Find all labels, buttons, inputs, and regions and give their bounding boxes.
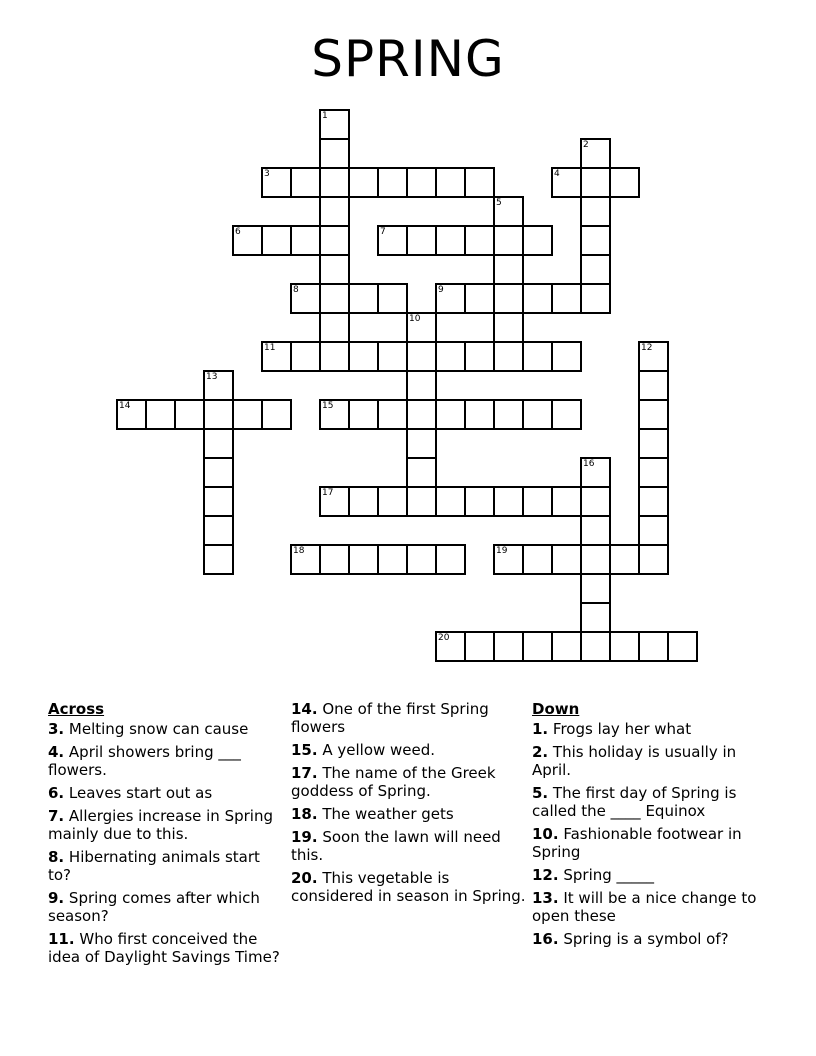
across-clue	[48, 743, 284, 779]
down-clue	[532, 866, 768, 884]
cell-number: 17	[322, 488, 334, 498]
clue-number: 4.	[48, 743, 65, 761]
grid-cell[interactable]	[319, 109, 350, 140]
clue-number: 17.	[291, 764, 318, 782]
down-clue	[532, 825, 768, 861]
grid-cell[interactable]	[638, 515, 669, 546]
grid-cell[interactable]	[435, 341, 466, 372]
grid-cell[interactable]	[319, 486, 350, 517]
down-clue	[532, 784, 768, 820]
grid-cell[interactable]	[551, 399, 582, 430]
grid-cell[interactable]	[435, 399, 466, 430]
clue-text: This vegetable is considered in season in Spring.	[291, 869, 526, 905]
down-heading: Down	[532, 700, 580, 718]
grid-cell[interactable]	[348, 167, 379, 198]
clue-text: Allergies increase in Spring mainly due to this.	[48, 807, 273, 843]
grid-cell[interactable]	[348, 341, 379, 372]
grid-cell[interactable]	[638, 631, 669, 662]
clue-text: April showers bring ___ flowers.	[48, 743, 241, 779]
across-clue	[48, 720, 284, 738]
grid-cell[interactable]	[493, 225, 524, 256]
grid-cell[interactable]	[377, 341, 408, 372]
clue-number: 19.	[291, 828, 318, 846]
grid-cell[interactable]	[667, 631, 698, 662]
grid-cell[interactable]	[406, 167, 437, 198]
across-clue	[48, 930, 284, 966]
cell-number: 18	[293, 546, 305, 556]
grid-cell[interactable]	[145, 399, 176, 430]
grid-cell[interactable]	[638, 341, 669, 372]
grid-cell[interactable]	[319, 196, 350, 227]
grid-cell[interactable]	[261, 167, 292, 198]
grid-cell[interactable]	[522, 283, 553, 314]
grid-cell[interactable]	[406, 457, 437, 488]
grid-cell[interactable]	[638, 544, 669, 575]
grid-cell[interactable]	[203, 515, 234, 546]
across-clue	[291, 700, 527, 736]
grid-cell[interactable]	[319, 254, 350, 285]
grid-cell[interactable]	[174, 399, 205, 430]
grid-cell[interactable]	[261, 225, 292, 256]
grid-cell[interactable]	[464, 225, 495, 256]
grid-cell[interactable]	[348, 544, 379, 575]
grid-cell[interactable]	[580, 225, 611, 256]
cell-number: 13	[206, 372, 218, 382]
grid-cell[interactable]	[348, 486, 379, 517]
clue-number: 8.	[48, 848, 65, 866]
grid-cell[interactable]	[406, 341, 437, 372]
grid-cell[interactable]	[290, 225, 321, 256]
grid-cell[interactable]	[435, 225, 466, 256]
clue-number: 13.	[532, 889, 559, 907]
grid-cell[interactable]	[522, 341, 553, 372]
clue-text: Melting snow can cause	[68, 720, 249, 738]
cell-number: 9	[438, 285, 444, 295]
clue-text: The weather gets	[322, 805, 454, 823]
grid-cell[interactable]	[464, 341, 495, 372]
cell-number: 12	[641, 343, 653, 353]
across-heading: Across	[48, 700, 105, 718]
grid-cell[interactable]	[290, 167, 321, 198]
across-clue	[291, 805, 527, 823]
clue-number: 7.	[48, 807, 65, 825]
grid-cell[interactable]	[493, 486, 524, 517]
grid-cell[interactable]	[580, 167, 611, 198]
across-clue	[48, 784, 284, 802]
grid-cell[interactable]	[435, 486, 466, 517]
clue-number: 14.	[291, 700, 318, 718]
across-clue	[291, 764, 527, 800]
grid-cell[interactable]	[319, 312, 350, 343]
grid-cell[interactable]	[406, 544, 437, 575]
cell-number: 5	[496, 198, 502, 208]
grid-cell[interactable]	[551, 631, 582, 662]
cell-number: 8	[293, 285, 299, 295]
across-clue	[48, 807, 284, 843]
grid-cell[interactable]	[406, 370, 437, 401]
grid-cell[interactable]	[319, 399, 350, 430]
grid-cell[interactable]	[203, 544, 234, 575]
cell-number: 4	[554, 169, 560, 179]
grid-cell[interactable]	[493, 399, 524, 430]
grid-cell[interactable]	[493, 631, 524, 662]
grid-cell[interactable]	[348, 399, 379, 430]
down-clue	[532, 930, 768, 948]
clue-text: The name of the Greek goddess of Spring.	[291, 764, 496, 800]
grid-cell[interactable]	[609, 631, 640, 662]
grid-cell[interactable]	[580, 573, 611, 604]
grid-cell[interactable]	[522, 631, 553, 662]
clue-text: Soon the lawn will need this.	[291, 828, 501, 864]
cell-number: 1	[322, 111, 328, 121]
clue-number: 20.	[291, 869, 318, 887]
across-clue	[291, 869, 527, 905]
across-clue	[291, 741, 527, 759]
grid-cell[interactable]	[464, 167, 495, 198]
grid-cell[interactable]	[319, 341, 350, 372]
clue-text: One of the first Spring flowers	[291, 700, 489, 736]
grid-cell[interactable]	[377, 167, 408, 198]
grid-cell[interactable]	[609, 544, 640, 575]
cell-number: 3	[264, 169, 270, 179]
grid-cell[interactable]	[580, 254, 611, 285]
cell-number: 14	[119, 401, 131, 411]
grid-cell[interactable]	[203, 457, 234, 488]
clue-text: A yellow weed.	[322, 741, 436, 759]
cell-number: 20	[438, 633, 450, 643]
grid-cell[interactable]	[638, 428, 669, 459]
clue-number: 11.	[48, 930, 75, 948]
grid-cell[interactable]	[377, 225, 408, 256]
cell-number: 11	[264, 343, 276, 353]
grid-cell[interactable]	[522, 225, 553, 256]
across-clue	[291, 828, 527, 864]
cell-number: 10	[409, 314, 421, 324]
across-clues-col2	[291, 700, 527, 910]
grid-cell[interactable]	[493, 196, 524, 227]
grid-cell[interactable]	[377, 283, 408, 314]
grid-cell[interactable]	[638, 486, 669, 517]
grid-cell[interactable]	[493, 341, 524, 372]
clue-number: 6.	[48, 784, 65, 802]
grid-cell[interactable]	[377, 399, 408, 430]
grid-cell[interactable]	[406, 486, 437, 517]
clue-text: Spring comes after which season?	[48, 889, 260, 925]
clue-number: 18.	[291, 805, 318, 823]
grid-cell[interactable]	[203, 370, 234, 401]
grid-cell[interactable]	[290, 341, 321, 372]
clue-text: This holiday is usually in April.	[532, 743, 737, 779]
grid-cell[interactable]	[580, 631, 611, 662]
grid-cell[interactable]	[580, 486, 611, 517]
grid-cell[interactable]	[464, 631, 495, 662]
clue-text: Frogs lay her what	[552, 720, 692, 738]
cell-number: 15	[322, 401, 334, 411]
across-clues-col1	[48, 700, 284, 971]
grid-cell[interactable]	[638, 457, 669, 488]
grid-cell[interactable]	[435, 631, 466, 662]
grid-cell[interactable]	[551, 486, 582, 517]
grid-cell[interactable]	[638, 370, 669, 401]
clue-text: The first day of Spring is called the ____ Equinox	[532, 784, 737, 820]
clue-number: 2.	[532, 743, 549, 761]
grid-cell[interactable]	[609, 167, 640, 198]
puzzle-title: SPRING	[311, 30, 505, 88]
clue-number: 12.	[532, 866, 559, 884]
clue-number: 10.	[532, 825, 559, 843]
clue-number: 5.	[532, 784, 549, 802]
grid-cell[interactable]	[493, 283, 524, 314]
grid-cell[interactable]	[261, 341, 292, 372]
grid-cell[interactable]	[377, 544, 408, 575]
clue-text: Spring _____	[563, 866, 655, 884]
grid-cell[interactable]	[435, 544, 466, 575]
grid-cell[interactable]	[580, 196, 611, 227]
clue-text: Spring is a symbol of?	[563, 930, 729, 948]
down-clue	[532, 720, 768, 738]
grid-cell[interactable]	[377, 486, 408, 517]
grid-cell[interactable]	[580, 544, 611, 575]
clue-text: It will be a nice change to open these	[532, 889, 757, 925]
clue-number: 16.	[532, 930, 559, 948]
grid-cell[interactable]	[406, 399, 437, 430]
clue-text: Hibernating animals start to?	[48, 848, 260, 884]
grid-cell[interactable]	[551, 544, 582, 575]
grid-cell[interactable]	[551, 341, 582, 372]
cell-number: 16	[583, 459, 595, 469]
grid-cell[interactable]	[638, 399, 669, 430]
grid-cell[interactable]	[406, 312, 437, 343]
grid-cell[interactable]	[580, 457, 611, 488]
grid-cell[interactable]	[493, 544, 524, 575]
grid-cell[interactable]	[522, 399, 553, 430]
grid-cell[interactable]	[319, 225, 350, 256]
grid-cell[interactable]	[203, 399, 234, 430]
grid-cell[interactable]	[261, 399, 292, 430]
grid-cell[interactable]	[290, 283, 321, 314]
across-clue	[48, 848, 284, 884]
grid-cell[interactable]	[116, 399, 147, 430]
grid-cell[interactable]	[464, 486, 495, 517]
down-clue	[532, 743, 768, 779]
grid-cell[interactable]	[522, 544, 553, 575]
grid-cell[interactable]	[435, 283, 466, 314]
grid-cell[interactable]	[203, 428, 234, 459]
grid-cell[interactable]	[406, 225, 437, 256]
grid-cell[interactable]	[551, 283, 582, 314]
clue-number: 15.	[291, 741, 318, 759]
grid-cell[interactable]	[580, 602, 611, 633]
clue-number: 9.	[48, 889, 65, 907]
grid-cell[interactable]	[493, 254, 524, 285]
grid-cell[interactable]	[580, 138, 611, 169]
grid-cell[interactable]	[290, 544, 321, 575]
clue-number: 3.	[48, 720, 65, 738]
clue-number: 1.	[532, 720, 549, 738]
clue-text: Leaves start out as	[68, 784, 213, 802]
grid-cell[interactable]	[464, 399, 495, 430]
cell-number: 2	[583, 140, 589, 150]
down-clues	[532, 700, 768, 953]
grid-cell[interactable]	[580, 283, 611, 314]
clue-text: Fashionable footwear in Spring	[532, 825, 742, 861]
cell-number: 6	[235, 227, 241, 237]
grid-cell[interactable]	[232, 225, 263, 256]
grid-cell[interactable]	[580, 515, 611, 546]
grid-cell[interactable]	[319, 544, 350, 575]
down-clue	[532, 889, 768, 925]
grid-cell[interactable]	[522, 486, 553, 517]
grid-cell[interactable]	[493, 312, 524, 343]
cell-number: 19	[496, 546, 508, 556]
grid-cell[interactable]	[319, 167, 350, 198]
clue-text: Who first conceived the idea of Daylight Savings Time?	[48, 930, 280, 966]
grid-cell[interactable]	[319, 283, 350, 314]
grid-cell[interactable]	[232, 399, 263, 430]
grid-cell[interactable]	[435, 167, 466, 198]
grid-cell[interactable]	[203, 486, 234, 517]
grid-cell[interactable]	[551, 167, 582, 198]
grid-cell[interactable]	[348, 283, 379, 314]
grid-cell[interactable]	[319, 138, 350, 169]
across-clue	[48, 889, 284, 925]
cell-number: 7	[380, 227, 386, 237]
grid-cell[interactable]	[406, 428, 437, 459]
grid-cell[interactable]	[464, 283, 495, 314]
